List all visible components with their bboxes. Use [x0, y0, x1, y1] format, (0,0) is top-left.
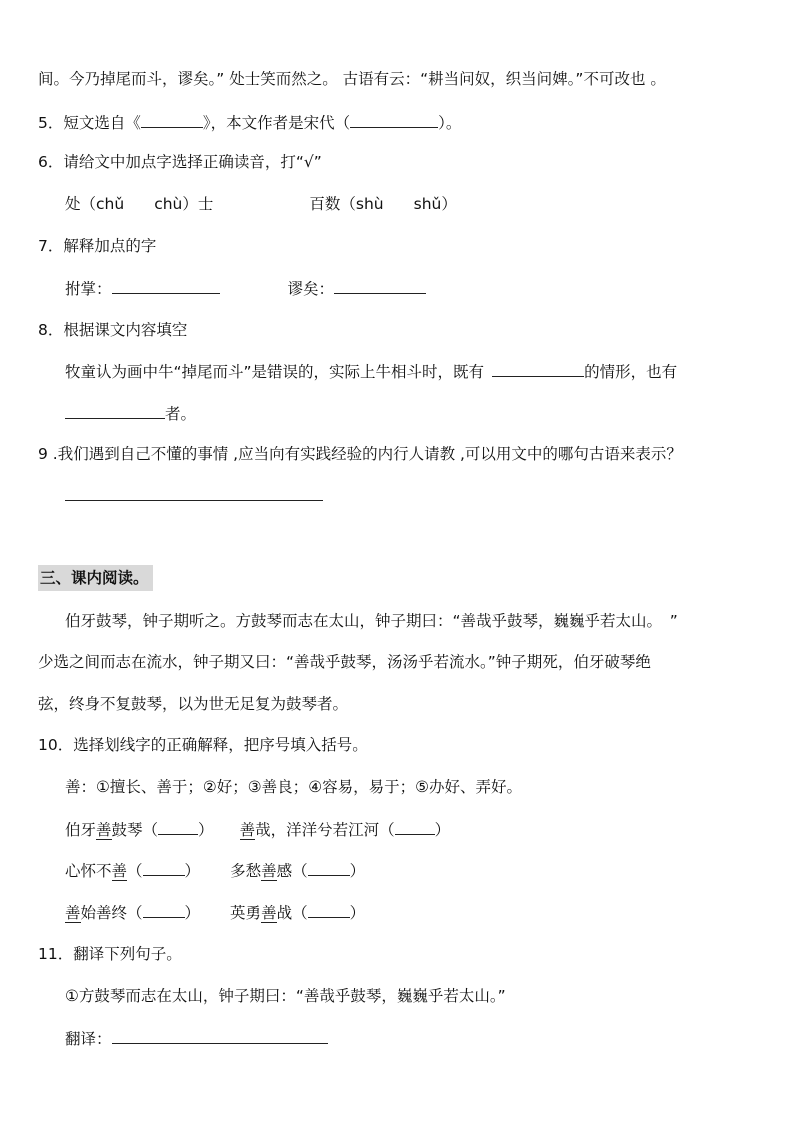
- question-10-meanings: 善：①擅长、善于；②好；③善良；④容易，易于；⑤办好、弄好。: [65, 778, 522, 796]
- question-8-line-2: [65, 402, 196, 425]
- underlined-char: 善: [261, 862, 277, 880]
- item-text: 鼓琴（: [111, 821, 159, 839]
- passage-2-line-2: 少选之间而志在流水，钟子期又曰：“善哉乎鼓琴，汤汤乎若流水。”钟子期死，伯牙破琴绝: [38, 653, 651, 671]
- question-11-stem: 11．翻译下列句子。: [38, 945, 182, 963]
- fill-text-2: 的情形，也有: [584, 363, 678, 381]
- item-text: （: [127, 862, 143, 880]
- item-text: 战（: [276, 904, 308, 922]
- item-text: 英勇: [230, 904, 262, 922]
- question-11-item-1: ①方鼓琴而志在太山，钟子期曰：“善哉乎鼓琴，巍巍乎若太山。”: [65, 987, 506, 1005]
- pinyin-item-2-end: ）: [441, 195, 457, 213]
- pinyin-item-1-end: ）士: [182, 195, 214, 213]
- item-text: ）: [349, 862, 366, 880]
- answer-blank-9[interactable]: [65, 484, 323, 501]
- author-blank[interactable]: [350, 111, 438, 128]
- question-8-stem: 8．根据课文内容填空: [38, 321, 188, 339]
- question-6-stem: 6．请给文中加点字选择正确读音，打“√”: [38, 153, 322, 171]
- underlined-char: 善: [261, 904, 277, 922]
- question-10-row-2: [65, 859, 365, 882]
- explain-label-1: 拊掌：: [65, 280, 112, 298]
- question-10-row-1: [65, 818, 450, 841]
- translate-label: 翻译：: [65, 1030, 112, 1048]
- section-heading: 三、课内阅读。: [38, 565, 153, 591]
- question-7-items: [65, 277, 426, 300]
- underlined-char: 善: [111, 862, 128, 880]
- item-text: ）: [184, 862, 201, 880]
- book-title-blank[interactable]: [141, 111, 203, 128]
- fill-text-3: 者。: [165, 405, 197, 423]
- pinyin-option-shu4[interactable]: shù: [355, 195, 384, 213]
- question-5-suffix: ）。: [438, 114, 462, 132]
- underlined-char: 善: [96, 821, 112, 839]
- underlined-char: 善: [65, 904, 81, 922]
- question-5: [38, 111, 461, 134]
- item-text: ）: [198, 821, 214, 839]
- passage-text: 间。今乃掉尾而斗，谬矣。” 处士笑而然之。 古语有云：“耕当问奴，织当问婢。”不可改也 。: [38, 70, 666, 88]
- translate-blank[interactable]: [112, 1027, 328, 1044]
- question-10-row-3: [65, 901, 365, 924]
- explain-label-2: 谬矣：: [287, 280, 335, 298]
- explain-blank-2[interactable]: [334, 277, 426, 294]
- pinyin-option-shu3[interactable]: shǔ: [413, 195, 442, 213]
- question-9-answer: [65, 484, 323, 507]
- answer-blank-10-5[interactable]: [143, 901, 185, 918]
- fill-blank-2[interactable]: [65, 402, 165, 419]
- question-6-options: [65, 193, 457, 215]
- question-8-line-1: [65, 360, 677, 383]
- item-text: 多愁: [230, 862, 262, 880]
- item-text: ）: [434, 821, 451, 839]
- item-text: ）: [349, 904, 366, 922]
- question-7-stem: 7．解释加点的字: [38, 237, 157, 255]
- item-text: 伯牙: [65, 821, 97, 839]
- question-9-stem: 9 .我们遇到自己不懂的事情 ,应当向有实践经验的内行人请教 ,可以用文中的哪句古语来表示？: [38, 445, 682, 463]
- answer-blank-10-3[interactable]: [143, 859, 185, 876]
- item-text: 心怀不: [65, 862, 112, 880]
- question-10-stem: 10．选择划线字的正确解释，把序号填入括号。: [38, 736, 368, 754]
- passage-2-line-3: 弦，终身不复鼓琴，以为世无足复为鼓琴者。: [38, 695, 349, 713]
- pinyin-option-chu3[interactable]: chǔ: [96, 195, 125, 213]
- item-text: 哉，洋洋兮若江河（: [255, 821, 395, 839]
- answer-blank-10-6[interactable]: [308, 901, 350, 918]
- answer-blank-10-4[interactable]: [308, 859, 350, 876]
- item-text: ）: [184, 904, 201, 922]
- pinyin-option-chu4[interactable]: chù: [154, 195, 183, 213]
- answer-blank-10-2[interactable]: [395, 818, 435, 835]
- answer-blank-10-1[interactable]: [158, 818, 198, 835]
- item-text: 始善终（: [80, 904, 143, 922]
- pinyin-item-1-char: 处（: [65, 195, 97, 213]
- explain-blank-1[interactable]: [112, 277, 220, 294]
- question-11-translate: [65, 1027, 328, 1050]
- fill-text-1: 牧童认为画中牛“掉尾而斗”是错误的，实际上牛相斗时，既有: [65, 363, 485, 381]
- passage-2-line-1: 伯牙鼓琴，钟子期听之。方鼓琴而志在太山，钟子期曰：“善哉乎鼓琴，巍巍乎若太山。 ”: [65, 612, 678, 630]
- question-5-mid: 》，本文作者是宋代（: [202, 114, 351, 132]
- fill-blank-1[interactable]: [492, 360, 584, 377]
- pinyin-item-2-char: 百数（: [309, 195, 356, 213]
- underlined-char: 善: [239, 821, 256, 839]
- item-text: 感（: [276, 862, 308, 880]
- question-5-prefix: 5．短文选自《: [38, 114, 141, 132]
